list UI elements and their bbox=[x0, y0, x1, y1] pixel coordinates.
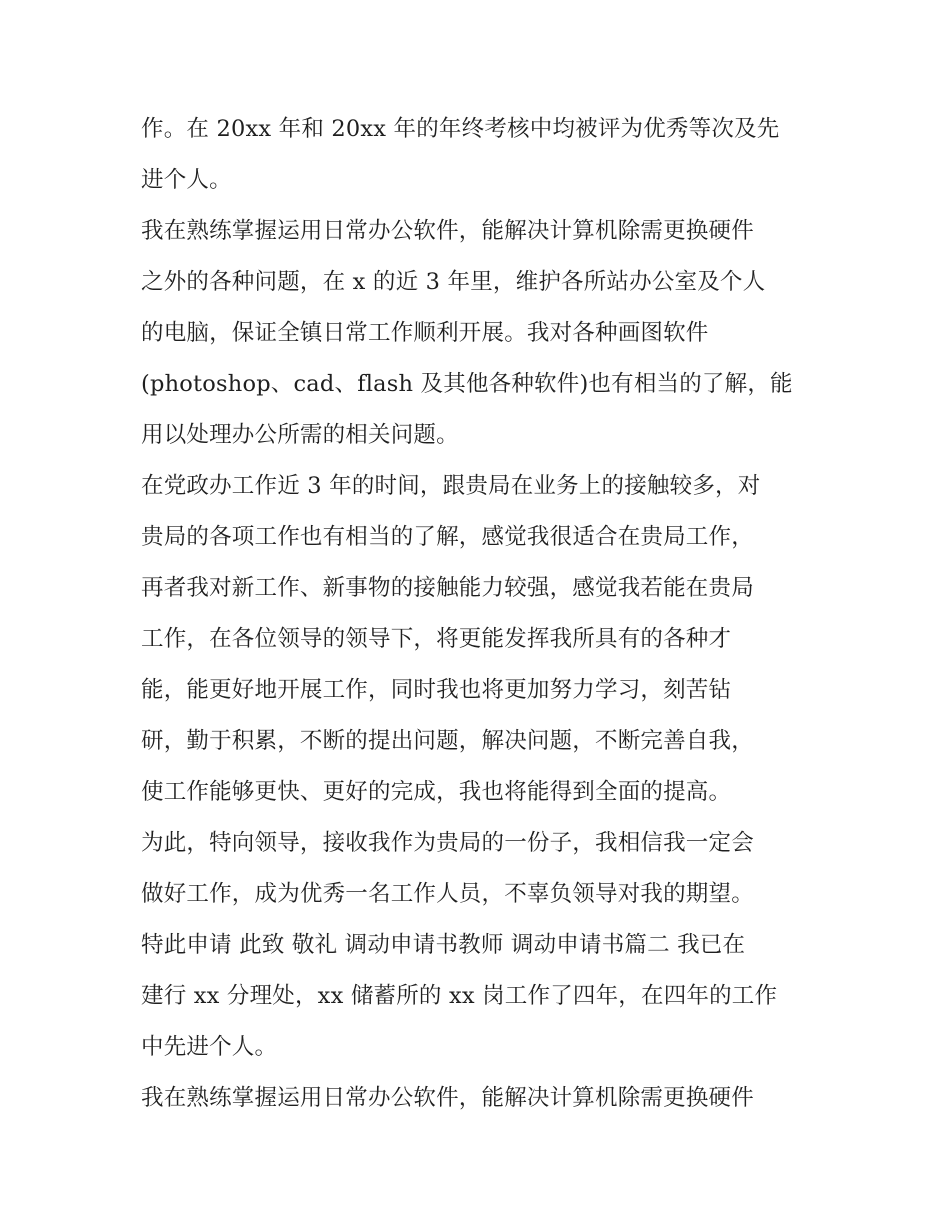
text-line: 之外的各种问题，在 x 的近 3 年里，维护各所站办公室及个人 bbox=[141, 269, 766, 295]
text-line: 我在熟练掌握运用日常办公软件，能解决计算机除需更换硬件 bbox=[141, 218, 754, 244]
text-line: 使工作能够更快、更好的完成，我也将能得到全面的提高。 bbox=[141, 779, 732, 805]
text-line: 用以处理办公所需的相关问题。 bbox=[141, 422, 459, 448]
text-line: 的电脑，保证全镇日常工作顺利开展。我对各种画图软件 bbox=[141, 320, 709, 346]
text-line: (photoshop、cad、flash 及其他各种软件)也有相当的了解，能 bbox=[141, 371, 793, 397]
text-line: 做好工作，成为优秀一名工作人员，不辜负领导对我的期望。 bbox=[141, 881, 754, 907]
document-body bbox=[141, 104, 821, 1124]
text-line: 贵局的各项工作也有相当的了解，感觉我很适合在贵局工作， bbox=[141, 524, 754, 550]
text-line: 为此，特向领导，接收我作为贵局的一份子，我相信我一定会 bbox=[141, 830, 754, 856]
text-line: 工作，在各位领导的领导下，将更能发挥我所具有的各种才 bbox=[141, 626, 732, 652]
text-line: 进个人。 bbox=[141, 167, 232, 193]
text-line: 特此申请 此致 敬礼 调动申请书教师 调动申请书篇二 我已在 bbox=[141, 932, 746, 958]
text-line: 作。在 20xx 年和 20xx 年的年终考核中均被评为优秀等次及先 bbox=[141, 116, 780, 142]
text-line: 再者我对新工作、新事物的接触能力较强，感觉我若能在贵局 bbox=[141, 575, 754, 601]
text-line: 中先进个人。 bbox=[141, 1034, 278, 1060]
text-line: 建行 xx 分理处，xx 储蓄所的 xx 岗工作了四年，在四年的工作 bbox=[141, 983, 778, 1009]
text-line: 能，能更好地开展工作，同时我也将更加努力学习，刻苦钻 bbox=[141, 677, 732, 703]
text-line: 研，勤于积累，不断的提出问题，解决问题，不断完善自我， bbox=[141, 728, 754, 754]
text-line: 在党政办工作近 3 年的时间，跟贵局在业务上的接触较多，对 bbox=[141, 473, 761, 499]
text-line: 我在熟练掌握运用日常办公软件，能解决计算机除需更换硬件 bbox=[141, 1085, 754, 1111]
